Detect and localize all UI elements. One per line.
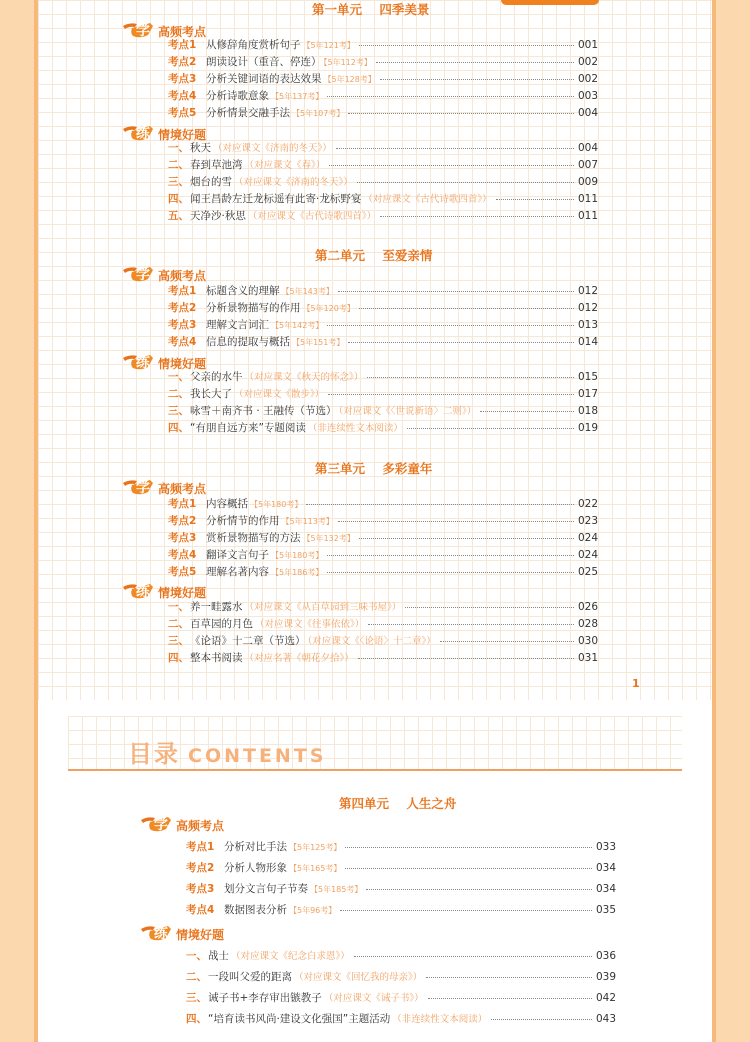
exam-point-key: 考点5 <box>168 566 197 578</box>
entry-text-group <box>206 89 323 104</box>
page-ref: 013 <box>577 319 598 331</box>
section-header-practice <box>122 123 322 143</box>
dot-leader <box>328 394 574 395</box>
exam-frequency-tag: 【5年132考】 <box>302 534 355 543</box>
exercise-row[interactable] <box>168 370 598 385</box>
entry-text-group <box>208 1012 487 1027</box>
exam-point-key: 考点3 <box>186 883 215 895</box>
unit-title: 第四单元 人生之舟 <box>339 796 457 811</box>
dot-leader <box>338 521 574 522</box>
entry-title: 咏雪＋南齐书 · 王融传（节选） <box>190 405 337 417</box>
exercise-row[interactable] <box>168 175 598 190</box>
section-header-learn <box>122 477 322 497</box>
unit-title: 第一单元 四季美景 <box>312 2 430 17</box>
dot-leader <box>366 889 592 890</box>
dot-leader <box>357 182 574 183</box>
entry-text-group <box>206 106 344 121</box>
exercise-number: 一、 <box>168 371 189 383</box>
exam-point-row[interactable] <box>168 514 598 529</box>
unit-title: 第三单元 多彩童年 <box>315 461 433 476</box>
entry-title: “有朋自远方来”专题阅读 <box>190 422 306 434</box>
section-title: 情境好题 <box>176 928 225 942</box>
dot-leader <box>327 325 574 326</box>
entry-title: 分析景物描写的作用 <box>206 302 301 314</box>
entry-title: 父亲的水牛 <box>190 371 243 383</box>
exam-frequency-tag: 【5年107考】 <box>292 109 345 118</box>
entry-title: 一段叫父爱的距离 <box>208 971 292 983</box>
source-note: （对应课文《纪念白求恩》） <box>231 951 350 962</box>
dot-leader <box>359 45 574 46</box>
dot-leader <box>306 504 574 505</box>
contents-page-1 <box>38 0 712 700</box>
exam-point-row[interactable] <box>168 497 598 512</box>
exam-point-row[interactable] <box>168 55 598 70</box>
exam-frequency-tag: 【5年112考】 <box>323 58 372 67</box>
entry-title: 天净沙·秋思 <box>190 210 246 222</box>
exercise-number: 四、 <box>168 193 189 205</box>
exam-point-row[interactable] <box>168 284 598 299</box>
exercise-number: 四、 <box>186 1013 207 1025</box>
exam-point-key: 考点3 <box>168 73 197 85</box>
page-ref: 019 <box>577 422 598 434</box>
section-mark-char: 学 <box>154 817 168 833</box>
page-ref: 023 <box>577 515 598 527</box>
page-ref: 012 <box>577 285 598 297</box>
exam-frequency-tag: 【5年143考】 <box>281 287 334 296</box>
exam-frequency-tag: 【5年186考】 <box>271 568 324 577</box>
page-ref: 031 <box>577 652 598 664</box>
source-note: （对应课文《古代诗歌四首》） <box>247 211 377 222</box>
dot-leader <box>345 868 592 869</box>
page-ref: 009 <box>577 176 598 188</box>
source-note: （非连续性文本阅读） <box>307 423 403 434</box>
entry-title: 信息的提取与概括 <box>206 336 290 348</box>
page-ref: 034 <box>595 862 616 874</box>
practice-mark-icon <box>122 581 154 601</box>
entry-title: 朗读设计（重音、停连） <box>206 56 322 68</box>
entry-text-group <box>190 651 354 666</box>
exercise-number: 三、 <box>168 405 189 417</box>
exercise-number: 一、 <box>168 142 189 154</box>
exercise-number: 五、 <box>168 210 189 222</box>
entry-title: 战士 <box>208 950 229 962</box>
exercise-row[interactable] <box>186 1012 616 1027</box>
entry-title: 闻王昌龄左迁龙标遥有此寄·龙标野宴 <box>190 193 362 205</box>
source-note: （对应课文《从百草园到三味书屋》） <box>244 602 402 613</box>
page-ref: 030 <box>577 635 598 647</box>
entry-title: 烟台的雪 <box>190 176 232 188</box>
entry-title: 《论语》十二章（节选） <box>190 635 306 647</box>
section-header-learn <box>122 264 322 284</box>
entry-text-group <box>206 548 323 563</box>
exam-frequency-tag: 【5年142考】 <box>271 321 324 330</box>
exam-frequency-tag: 【5年121考】 <box>302 41 355 50</box>
page-ref: 011 <box>577 210 598 222</box>
section-header-learn <box>122 20 322 40</box>
source-note: （对应课文《回忆我的母亲》） <box>294 972 423 983</box>
entry-title: 翻译文言句子 <box>206 549 269 561</box>
entry-text-group <box>190 370 363 385</box>
exam-point-key: 考点4 <box>168 336 197 348</box>
exam-frequency-tag: 【5年180考】 <box>271 551 324 560</box>
page-ref: 018 <box>577 405 598 417</box>
entry-text-group <box>224 882 362 897</box>
exam-frequency-tag: 【5年151考】 <box>292 338 345 347</box>
dot-leader <box>407 428 574 429</box>
source-note: （非连续性文本阅读） <box>392 1014 488 1025</box>
section-title: 高频考点 <box>176 819 225 833</box>
dot-leader <box>348 113 574 114</box>
exam-frequency-tag: 【5年125考】 <box>289 843 342 852</box>
dot-leader <box>480 411 574 412</box>
exam-frequency-tag: 【5年185考】 <box>310 885 363 894</box>
exam-point-key: 考点3 <box>168 532 197 544</box>
entry-title: “培育读书风尚·建设文化强国”主题活动 <box>208 1013 391 1025</box>
source-note: （对应课文《〈世说新语〉二则》） <box>338 406 477 417</box>
dot-leader <box>428 998 592 999</box>
entry-text-group <box>206 55 372 70</box>
source-note: （对应课文《秋天的怀念》） <box>244 372 364 383</box>
section-mark-char: 练 <box>136 584 150 600</box>
page-ref: 039 <box>595 971 616 983</box>
exercise-row[interactable] <box>168 617 598 632</box>
exam-point-row[interactable] <box>168 38 598 53</box>
section-title: 高频考点 <box>158 25 207 39</box>
entry-title: 理解名著内容 <box>206 566 269 578</box>
exercise-row[interactable] <box>168 209 598 224</box>
right-page-edge <box>712 0 750 1042</box>
exam-point-key: 考点2 <box>168 302 197 314</box>
exercise-number: 一、 <box>168 601 189 613</box>
dot-leader <box>440 641 574 642</box>
entry-text-group <box>206 565 323 580</box>
page-ref: 024 <box>577 532 598 544</box>
practice-mark-icon <box>140 923 172 943</box>
entry-text-group <box>190 617 364 632</box>
entry-text-group <box>190 404 476 419</box>
dot-leader <box>329 165 574 166</box>
exercise-row[interactable] <box>168 141 598 156</box>
section-title: 情境好题 <box>158 128 207 142</box>
source-note: （对应课文《春》） <box>244 160 326 171</box>
entry-title: 养一畦露水 <box>190 601 243 613</box>
section-mark-char: 练 <box>136 126 150 142</box>
entry-text-group <box>206 531 355 546</box>
dot-leader <box>358 658 574 659</box>
section-header-practice <box>122 581 322 601</box>
exam-point-row[interactable] <box>168 565 598 580</box>
section-title: 高频考点 <box>158 482 207 496</box>
learn-mark-icon <box>140 814 172 834</box>
entry-text-group <box>208 970 422 985</box>
exam-point-row[interactable] <box>168 72 598 87</box>
dot-leader <box>380 216 574 217</box>
entry-text-group <box>206 335 344 350</box>
dot-leader <box>359 308 574 309</box>
source-note: （对应课文《济南的冬天》） <box>234 177 353 188</box>
exam-point-key: 考点5 <box>168 107 197 119</box>
section-header-practice <box>140 923 340 943</box>
entry-text-group <box>224 861 341 876</box>
page-ref: 004 <box>577 107 598 119</box>
exam-point-key: 考点1 <box>168 498 197 510</box>
page-ref: 028 <box>577 618 598 630</box>
practice-mark-icon <box>122 352 154 372</box>
dot-leader <box>426 977 592 978</box>
exam-frequency-tag: 【5年113考】 <box>281 517 334 526</box>
page-ref: 043 <box>595 1013 616 1025</box>
exercise-number: 二、 <box>168 388 189 400</box>
exercise-number: 二、 <box>186 971 207 983</box>
entry-title: 我长大了 <box>190 388 232 400</box>
contents-title-cn: 目录 <box>128 740 180 768</box>
page-ref: 011 <box>577 193 598 205</box>
page-ref: 007 <box>577 159 598 171</box>
page-ref: 034 <box>595 883 616 895</box>
contents-header-rule <box>68 769 682 771</box>
exam-point-row[interactable] <box>168 531 598 546</box>
dot-leader <box>327 96 574 97</box>
exercise-number: 三、 <box>168 635 189 647</box>
page-ref: 025 <box>577 566 598 578</box>
entry-text-group <box>190 600 401 615</box>
entry-title: 内容概括 <box>206 498 248 510</box>
entry-text-group <box>206 301 355 316</box>
contents-title <box>128 734 326 769</box>
entry-title: 分析人物形象 <box>224 862 287 874</box>
exercise-row[interactable] <box>168 192 598 207</box>
exam-point-key: 考点2 <box>168 56 197 68</box>
source-note: （对应课文《诫子书》） <box>323 993 424 1004</box>
entry-text-group <box>190 387 324 402</box>
exam-point-key: 考点1 <box>168 39 197 51</box>
exam-point-key: 考点4 <box>186 904 215 916</box>
page-ref: 004 <box>577 142 598 154</box>
page-ref: 042 <box>595 992 616 1004</box>
learn-mark-icon <box>122 20 154 40</box>
entry-text-group <box>206 318 323 333</box>
entry-title: 分析对比手法 <box>224 841 287 853</box>
entry-text-group <box>206 38 355 53</box>
entry-text-group <box>190 209 376 224</box>
entry-text-group <box>224 903 336 918</box>
section-header-practice <box>122 352 322 372</box>
page-ref: 017 <box>577 388 598 400</box>
dot-leader <box>405 607 574 608</box>
entry-text-group <box>190 634 436 649</box>
page-ref: 035 <box>595 904 616 916</box>
exam-point-row[interactable] <box>186 882 616 897</box>
dot-leader <box>367 377 574 378</box>
section-mark-char: 学 <box>136 267 150 283</box>
exam-point-row[interactable] <box>168 335 598 350</box>
exercise-number: 三、 <box>186 992 207 1004</box>
left-page-edge <box>0 0 38 1042</box>
source-note: （对应课文《散步》） <box>234 389 325 400</box>
entry-title: 诫子书+李存审出镞教子 <box>208 992 322 1004</box>
exercise-number: 四、 <box>168 652 189 664</box>
page-ref: 024 <box>577 549 598 561</box>
entry-text-group <box>206 72 376 87</box>
exam-point-row[interactable] <box>168 301 598 316</box>
exam-point-key: 考点2 <box>168 515 197 527</box>
page-ref: 026 <box>577 601 598 613</box>
exercise-row[interactable] <box>168 634 598 649</box>
exercise-row[interactable] <box>168 158 598 173</box>
page-ref: 012 <box>577 302 598 314</box>
exercise-row[interactable] <box>168 404 598 419</box>
entry-title: 整本书阅读 <box>190 652 243 664</box>
dot-leader <box>380 79 574 80</box>
entry-title: 分析诗歌意象 <box>206 90 269 102</box>
dot-leader <box>327 572 574 573</box>
exam-frequency-tag: 【5年120考】 <box>302 304 355 313</box>
exercise-number: 一、 <box>186 950 207 962</box>
learn-mark-icon <box>122 477 154 497</box>
entry-title: 划分文言句子节奏 <box>224 883 308 895</box>
source-note: （对应课文《古代诗歌四首》） <box>363 194 492 205</box>
page-ref: 033 <box>595 841 616 853</box>
practice-mark-icon <box>122 123 154 143</box>
section-header-learn <box>140 814 340 834</box>
entry-title: 分析情节的作用 <box>206 515 280 527</box>
page-ref: 003 <box>577 90 598 102</box>
dot-leader <box>496 199 574 200</box>
section-mark-char: 练 <box>154 926 168 942</box>
exam-point-row[interactable] <box>186 861 616 876</box>
contents-header <box>68 716 682 771</box>
dot-leader <box>368 624 574 625</box>
exam-point-key: 考点2 <box>186 862 215 874</box>
exercise-row[interactable] <box>186 991 616 1006</box>
exercise-row[interactable] <box>186 970 616 985</box>
dot-leader <box>336 148 574 149</box>
entry-title: 分析关键词语的表达效果 <box>206 73 322 85</box>
entry-text-group <box>190 175 353 190</box>
header-badge <box>501 0 599 5</box>
exercise-number: 四、 <box>168 422 189 434</box>
exercise-row[interactable] <box>186 949 616 964</box>
dot-leader <box>327 555 574 556</box>
entry-title: 从修辞角度赏析句子 <box>206 39 301 51</box>
exercise-number: 二、 <box>168 159 189 171</box>
page-ref: 022 <box>577 498 598 510</box>
section-mark-char: 学 <box>136 23 150 39</box>
section-mark-char: 学 <box>136 480 150 496</box>
exam-point-row[interactable] <box>186 840 616 855</box>
exam-point-key: 考点4 <box>168 549 197 561</box>
exam-frequency-tag: 【5年128考】 <box>323 75 376 84</box>
entry-title: 秋天 <box>190 142 211 154</box>
dot-leader <box>348 342 574 343</box>
entry-text-group <box>190 141 332 156</box>
entry-title: 分析情景交融手法 <box>206 107 290 119</box>
entry-title: 百草园的月色 <box>190 618 253 630</box>
exam-point-row[interactable] <box>186 903 616 918</box>
page-ref: 002 <box>577 73 598 85</box>
unit-title: 第二单元 至爱亲情 <box>315 248 433 263</box>
dot-leader <box>338 291 574 292</box>
exercise-row[interactable] <box>168 387 598 402</box>
page-ref: 002 <box>577 56 598 68</box>
source-note: （对应课文《济南的冬天》） <box>213 143 332 154</box>
section-title: 情境好题 <box>158 357 207 371</box>
exam-point-row[interactable] <box>168 318 598 333</box>
page-ref: 036 <box>595 950 616 962</box>
entry-text-group <box>190 421 403 436</box>
entry-text-group <box>190 158 325 173</box>
source-note: （对应课文《往事依依》） <box>255 619 365 630</box>
entry-text-group <box>206 514 334 529</box>
entry-text-group <box>206 497 302 512</box>
page-number: 1 <box>632 677 640 690</box>
entry-text-group <box>190 192 492 207</box>
entry-text-group <box>224 840 341 855</box>
exam-point-key: 考点1 <box>186 841 215 853</box>
learn-mark-icon <box>122 264 154 284</box>
entry-title: 春到草池湾 <box>190 159 243 171</box>
source-note: （对应课文《〈论语〉十二章》） <box>307 636 436 647</box>
contents-title-en: CONTENTS <box>188 745 327 767</box>
exam-frequency-tag: 【5年96考】 <box>289 906 337 915</box>
exercise-number: 二、 <box>168 618 189 630</box>
exam-point-key: 考点3 <box>168 319 197 331</box>
entry-text-group <box>206 284 334 299</box>
entry-title: 标题含义的理解 <box>206 285 280 297</box>
exercise-row[interactable] <box>168 600 598 615</box>
exercise-row[interactable] <box>168 421 598 436</box>
section-mark-char: 练 <box>136 355 150 371</box>
entry-text-group <box>208 949 350 964</box>
dot-leader <box>340 910 592 911</box>
dot-leader <box>359 538 574 539</box>
page-ref: 015 <box>577 371 598 383</box>
section-title: 情境好题 <box>158 586 207 600</box>
contents-page-2 <box>38 700 712 1042</box>
entry-title: 理解文言词汇 <box>206 319 269 331</box>
entry-text-group <box>208 991 424 1006</box>
dot-leader <box>354 956 592 957</box>
entry-title: 数据图表分析 <box>224 904 287 916</box>
exam-frequency-tag: 【5年180考】 <box>250 500 303 509</box>
source-note: （对应名著《朝花夕拾》） <box>244 653 354 664</box>
page-ref: 014 <box>577 336 598 348</box>
entry-title: 赏析景物描写的方法 <box>206 532 301 544</box>
section-title: 高频考点 <box>158 269 207 283</box>
exam-point-key: 考点4 <box>168 90 197 102</box>
exam-frequency-tag: 【5年137考】 <box>271 92 324 101</box>
exam-frequency-tag: 【5年165考】 <box>289 864 342 873</box>
page-ref: 001 <box>577 39 598 51</box>
exam-point-row[interactable] <box>168 89 598 104</box>
dot-leader <box>491 1019 592 1020</box>
dot-leader <box>345 847 592 848</box>
exam-point-row[interactable] <box>168 548 598 563</box>
exam-point-key: 考点1 <box>168 285 197 297</box>
exercise-number: 三、 <box>168 176 189 188</box>
dot-leader <box>376 62 574 63</box>
exercise-row[interactable] <box>168 651 598 666</box>
exam-point-row[interactable] <box>168 106 598 121</box>
